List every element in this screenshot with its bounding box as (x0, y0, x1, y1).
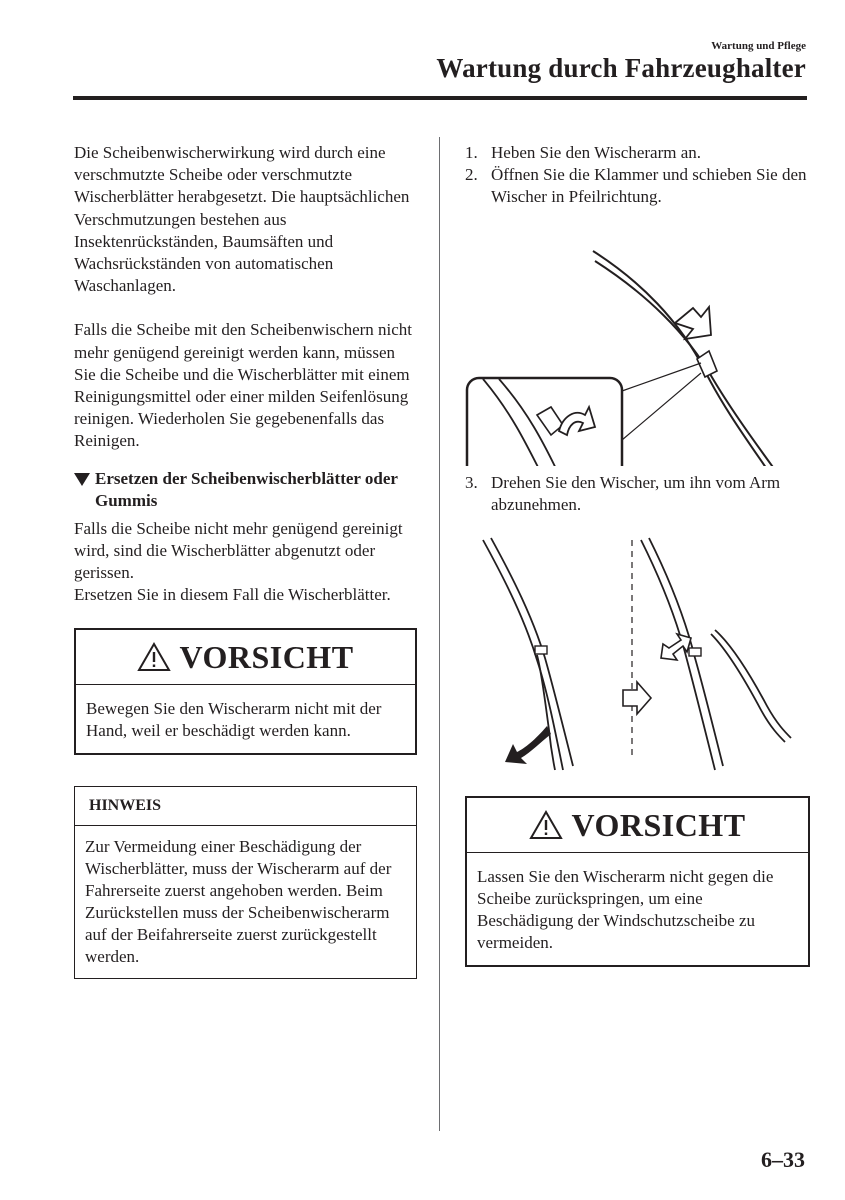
caution-box-right (465, 796, 810, 967)
step-text: Heben Sie den Wischerarm an. (491, 143, 702, 162)
step-number: 2. (465, 165, 478, 184)
steps-list-2 (465, 472, 810, 516)
step-text: Drehen Sie den Wischer, um ihn vom Arm abzunehmen. (491, 473, 781, 514)
clip-release-illustration (465, 211, 810, 466)
section-heading (74, 468, 417, 512)
wiper-removal-illustration (465, 530, 810, 775)
header-rule (73, 96, 807, 100)
caution-title: VORSICHT (179, 638, 354, 675)
note-text: Zur Vermeidung einer Beschädigung der Wischerblätter, muss der Wischerarm auf der Fahrerseite zuerst angehoben werden. Beim Zurückstellen muss der Scheibenwischerarm auf der Beifahrerseite zuerst zurückgestellt werden. (85, 837, 392, 967)
steps-list-1 (465, 142, 810, 208)
right-column (465, 142, 810, 967)
note-box (74, 786, 417, 979)
step-item (465, 142, 810, 164)
caution-title: VORSICHT (571, 806, 746, 843)
step-item (465, 472, 810, 516)
intro-paragraph: Die Scheibenwischerwirkung wird durch eine verschmutzte Scheibe oder verschmutzte Wischerblätter herabgesetzt. Die hauptsächlichen Verschmutzungen bestehen aus Insektenrückständen, Baumsäften und Wachsrückständen von automatischen Waschanlagen. (74, 143, 410, 296)
caution-text: Lassen Sie den Wischerarm nicht gegen die Scheibe zurückspringen, um eine Beschädigung der Windschutzscheibe zu vermeiden. (477, 867, 774, 952)
step-text: Öffnen Sie die Klammer und schieben Sie den Wischer in Pfeilrichtung. (491, 165, 807, 206)
left-column (74, 142, 417, 979)
caution-header (76, 630, 415, 685)
column-divider (439, 137, 440, 1131)
cleaning-paragraph: Falls die Scheibe mit den Scheibenwischern nicht mehr genügend gereinigt werden kann, müssen Sie die Scheibe und die Wischerblätter mit einem Reinigungsmittel oder einer milden Seifenlösung reinigen. Wiederholen Sie gegebenenfalls das Reinigen. (74, 320, 413, 451)
caution-text: Bewegen Sie den Wischerarm nicht mit der Hand, weil er beschädigt werden kann. (86, 699, 382, 741)
caution-box (74, 628, 417, 755)
step-number: 1. (465, 143, 478, 162)
triangle-bullet-icon (74, 473, 90, 486)
step-item (465, 164, 810, 208)
section-heading-text: Ersetzen der Scheibenwischerblätter oder Gummis (95, 468, 398, 510)
note-title: HINWEIS (75, 787, 416, 826)
page-number: 6–33 (761, 1147, 805, 1172)
warning-triangle-icon (529, 810, 563, 840)
caution-header (467, 798, 808, 853)
warning-triangle-icon (137, 642, 171, 672)
section-label: Wartung und Pflege (711, 40, 806, 52)
page-title: Wartung durch Fahrzeughalter (436, 53, 806, 83)
replace-instruction: Ersetzen Sie in diesem Fall die Wischerblätter. (74, 585, 391, 605)
step-number: 3. (465, 473, 478, 492)
replace-paragraph: Falls die Scheibe nicht mehr genügend gereinigt wird, sind die Wischerblätter abgenutzt oder gerissen. (74, 518, 403, 583)
